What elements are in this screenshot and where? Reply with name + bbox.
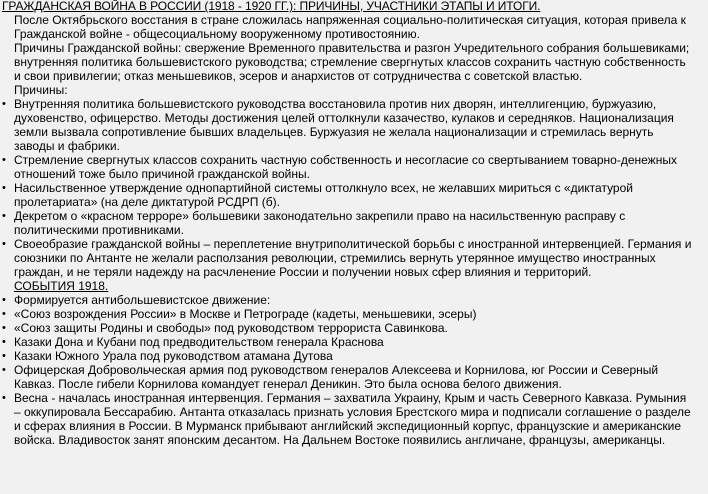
list-item bbox=[0, 237, 694, 279]
list-item-text: Офицерская Добровольческая армия под руководством генералов Алексеева и Корнилова, юг России и Северный Кавказ. После гибели Корнилова командует генерал Деникин. Это была основа белого движения. bbox=[14, 363, 659, 391]
bullet-icon: • bbox=[2, 364, 6, 376]
bullet-icon: • bbox=[2, 336, 6, 348]
bullet-icon: • bbox=[2, 308, 6, 320]
list-item-text: «Союз возрождения России» в Москве и Петрограде (кадеты, меньшевики, эсеры) bbox=[14, 307, 477, 321]
list-item-text: Казаки Дона и Кубани под предводительством генерала Краснова bbox=[14, 335, 384, 349]
bullet-icon: • bbox=[2, 182, 6, 194]
causes-list bbox=[0, 97, 708, 279]
list-item bbox=[0, 209, 694, 237]
list-item bbox=[0, 307, 694, 321]
list-item bbox=[0, 97, 694, 153]
bullet-icon: • bbox=[2, 294, 6, 306]
causes-summary-paragraph: Причины Гражданской войны: свержение Временного правительства и разгон Учредительного собрания большевиками; внутренняя политика большевистского руководства; стремление свергнутых классов сохранить частную собственность и свои привилегии; отказ меньшевиков, эсеров и анархистов от сотрудничества с советской властью. bbox=[14, 41, 690, 83]
list-item bbox=[0, 349, 694, 363]
bullet-icon: • bbox=[2, 98, 6, 110]
events-section-title: СОБЫТИЯ 1918. bbox=[14, 279, 109, 293]
list-item bbox=[0, 181, 694, 209]
list-item-text: «Союз защиты Родины и свободы» под руководством террориста Савинкова. bbox=[14, 321, 448, 335]
list-item-text: Стремление свергнутых классов сохранить частную собственность и несогласие со свертыванием товарно-денежных отношений тоже было причиной гражданской войны. bbox=[14, 153, 677, 181]
bullet-icon: • bbox=[2, 238, 6, 250]
list-item-text: Декретом о «красном терроре» большевики законодательно закрепили право на насильственную расправу с политическими противниками. bbox=[14, 209, 626, 237]
causes-label: Причины: bbox=[14, 83, 68, 97]
list-item-text: Внутренняя политика большевистского руководства восстановила против них дворян, интеллигенцию, буржуазию, духовенство, офицерство. Методы достижения целей оттолкнули казачество, кулаков и середняков. Национализация земли вызвала сопротивление бывших владельцев. Буржуазия не желала национализации и стремилась вернуть заводы и фабрики. bbox=[14, 97, 674, 153]
intro-paragraph: После Октябрьского восстания в стране сложилась напряженная социально-политическая ситуация, которая привела к Гражданской войне - общесоциальному вооруженному противостоянию. bbox=[14, 13, 686, 41]
bullet-icon: • bbox=[2, 322, 6, 334]
list-item-text: Весна - началась иностранная интервенция. Германия – захватила Украину, Крым и часть Северного Кавказа. Румыния – оккупировала Бессарабию. Антанта отказалась признать условия Брестского мира и подписали соглашение о разделе и сферах влияния в России. В Мурманск прибывают английский экспедиционный корпус, французские и американские войска. Владивосток занят японским десантом. На Дальнем Востоке появились англичане, французы, американцы. bbox=[14, 391, 691, 447]
list-item-text: Своеобразие гражданской войны – переплетение внутриполитической борьбы с иностранной интервенцией. Германия и союзники по Антанте не желали расползания революции, стремились вернуть утерянное имущество иностранных граждан, и не теряли надежду на расчленение России и получении новых сфер влияния и территорий. bbox=[14, 237, 692, 279]
bullet-icon: • bbox=[2, 350, 6, 362]
list-item bbox=[0, 363, 694, 391]
list-item-text: Формируется антибольшевистское движение: bbox=[14, 293, 271, 307]
document-title: ГРАЖДАНСКАЯ ВОЙНА В РОССИИ (1918 - 1920 ГГ.): ПРИЧИНЫ, УЧАСТНИКИ ЭТАПЫ И ИТОГИ. bbox=[2, 0, 541, 13]
list-item-text: Насильственное утверждение однопартийной системы оттолкнуло всех, не желавших мириться с «диктатурой пролетариата» (на деле диктатурой РСДРП (б). bbox=[14, 181, 633, 209]
bullet-icon: • bbox=[2, 392, 6, 404]
bullet-icon: • bbox=[2, 154, 6, 166]
list-item bbox=[0, 153, 694, 181]
list-item bbox=[0, 293, 694, 307]
bullet-icon: • bbox=[2, 210, 6, 222]
list-item bbox=[0, 321, 694, 335]
events-list bbox=[0, 293, 708, 447]
list-item-text: Казаки Южного Урала под руководством атамана Дутова bbox=[14, 349, 333, 363]
list-item bbox=[0, 391, 694, 447]
list-item bbox=[0, 335, 694, 349]
